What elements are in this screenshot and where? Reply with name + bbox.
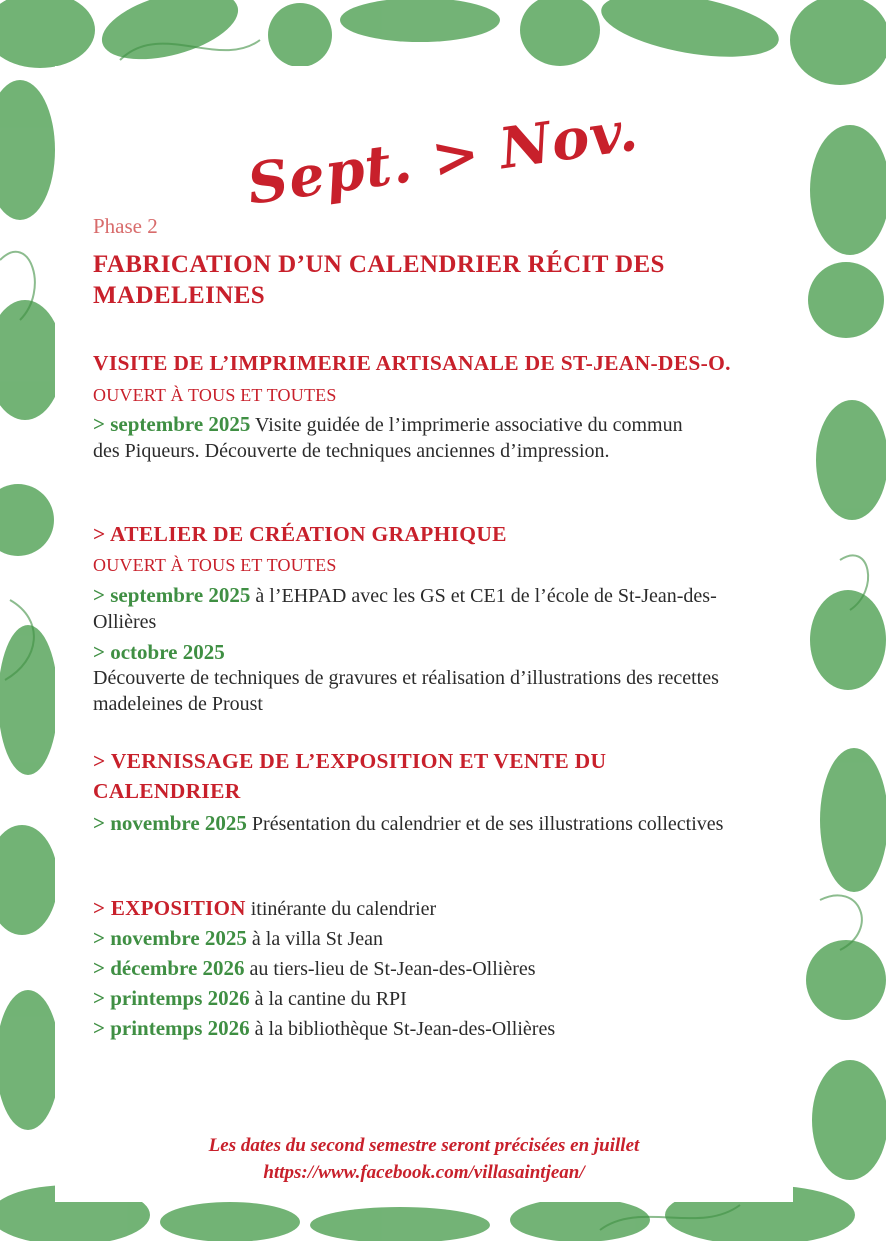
main-heading: FABRICATION D’UN CALENDRIER RÉCIT DES MADELEINES (93, 251, 665, 309)
entry-text: à la cantine du RPI (249, 988, 407, 1010)
entry-date: > septembre 2025 (93, 412, 251, 436)
entry-exposition-1 (93, 925, 773, 952)
section-heading-exposition (93, 895, 773, 922)
entry-atelier-octobre (93, 639, 773, 717)
entry-exposition-4 (93, 1015, 773, 1042)
entry-date: > octobre 2025 (93, 640, 225, 664)
content-card (55, 66, 793, 1202)
exposition-text: itinérante du calendrier (245, 898, 437, 920)
entry-date: > décembre 2026 (93, 956, 245, 980)
entry-exposition-3 (93, 985, 773, 1012)
entry-text: au tiers-lieu de St-Jean-des-Ollières (244, 958, 536, 980)
entry-text: Découverte de techniques de gravures et réalisation d’illustrations des recettes madeleines de Proust (93, 667, 719, 715)
section-heading-vernissage: > VERNISSAGE DE L’EXPOSITION ET VENTE DU CALENDRIER (93, 749, 607, 803)
entry-date: > printemps 2026 (93, 1016, 250, 1040)
footer-note: Les dates du second semestre seront précisées en juillet (208, 1135, 640, 1156)
entry-date: > novembre 2025 (93, 811, 247, 835)
entry-vernissage-novembre (93, 810, 773, 837)
section-heading-atelier: > ATELIER DE CRÉATION GRAPHIQUE (93, 522, 507, 546)
phase-label: Phase 2 (93, 214, 158, 238)
entry-date: > septembre 2025 (93, 583, 251, 607)
entry-exposition-2 (93, 955, 773, 982)
entry-visite-septembre (93, 411, 683, 464)
entry-atelier-septembre (93, 582, 773, 635)
exposition-label: EXPOSITION (110, 896, 246, 920)
entry-text: à la villa St Jean (246, 928, 383, 950)
entry-text: à l’EHPAD avec les GS et CE1 de l’école de St-Jean-des-Ollières (93, 585, 717, 633)
exposition-prefix: > (93, 896, 111, 920)
entry-date: > novembre 2025 (93, 926, 247, 950)
entry-date: > printemps 2026 (93, 986, 250, 1010)
footer-link[interactable]: https://www.facebook.com/villasaintjean/ (263, 1162, 585, 1183)
entry-text: à la bibliothèque St-Jean-des-Ollières (249, 1018, 556, 1040)
entry-text: Présentation du calendrier et de ses illustrations collectives (246, 813, 724, 835)
section-audience-atelier: OUVERT À TOUS ET TOUTES (93, 555, 337, 575)
page-title: Sept. > Nov. (243, 97, 643, 218)
section-audience-visite: OUVERT À TOUS ET TOUTES (93, 385, 337, 405)
section-heading-visite: VISITE DE L’IMPRIMERIE ARTISANALE DE ST-JEAN-DES-O. (93, 351, 731, 375)
entry-text: Visite guidée de l’imprimerie associative du commun des Piqueurs. Découverte de techniques anciennes d’impression. (93, 414, 683, 462)
